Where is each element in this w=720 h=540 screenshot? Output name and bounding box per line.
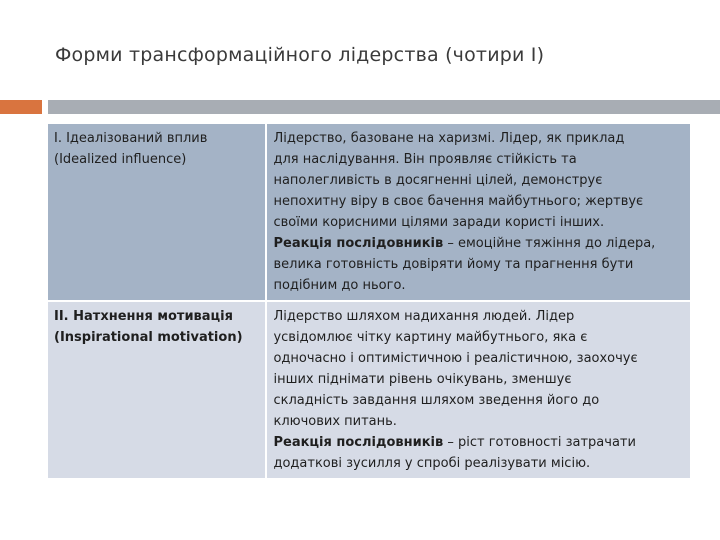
row-description-cell	[266, 301, 690, 479]
slide-title: Форми трансформаційного лідерства (чотири І)	[55, 44, 545, 66]
table-row	[48, 301, 690, 479]
reaction-text: – ріст готовності затрачати	[443, 435, 636, 450]
description-line: інших піднімати рівень очікувань, зменшує	[273, 372, 572, 387]
description-line: одночасно і оптимістичною і реалістичною, заохочує	[273, 351, 638, 366]
description-line: усвідомлює чітку картину майбутнього, яка є	[273, 330, 588, 345]
row-name-line: І. Ідеалізований вплив	[54, 131, 208, 146]
reaction-line: додаткові зусилля у спробі реалізувати місію.	[273, 456, 591, 471]
reaction-line	[273, 233, 684, 254]
row-name-line: (Inspirational motivation)	[54, 330, 243, 345]
row-name-line: (Idealized influence)	[54, 152, 187, 167]
row-name-cell	[48, 301, 266, 479]
description-line: ключових питань.	[273, 414, 397, 429]
description-line: наполегливість в досягненні цілей, демонструє	[273, 173, 603, 188]
reaction-label: Реакція послідовників	[273, 236, 444, 251]
row-name-cell	[48, 124, 266, 301]
row-name-line: ІІ. Натхнення мотивація	[54, 309, 233, 324]
reaction-text: – емоційне тяжіння до лідера,	[443, 236, 656, 251]
description-line: своїми корисними цілями заради користі інших.	[273, 215, 605, 230]
description-line: складність завдання шляхом зведення його до	[273, 393, 600, 408]
description-line: непохитну віру в своє бачення майбутнього; жертвує	[273, 194, 644, 209]
description-line: для наслідування. Він проявляє стійкість та	[273, 152, 577, 167]
reaction-line	[273, 432, 684, 453]
table-row	[48, 124, 690, 301]
accent-bar-orange	[0, 100, 42, 114]
row-description-cell	[266, 124, 690, 301]
reaction-label: Реакція послідовників	[273, 435, 444, 450]
description-line: Лідерство, базоване на харизмі. Лідер, як приклад	[273, 131, 625, 146]
description-line: Лідерство шляхом надихання людей. Лідер	[273, 309, 575, 324]
accent-bar-gray	[48, 100, 720, 114]
leadership-table	[48, 124, 690, 480]
reaction-line: подібним до нього.	[273, 278, 406, 293]
reaction-line: велика готовність довіряти йому та прагнення бути	[273, 257, 634, 272]
